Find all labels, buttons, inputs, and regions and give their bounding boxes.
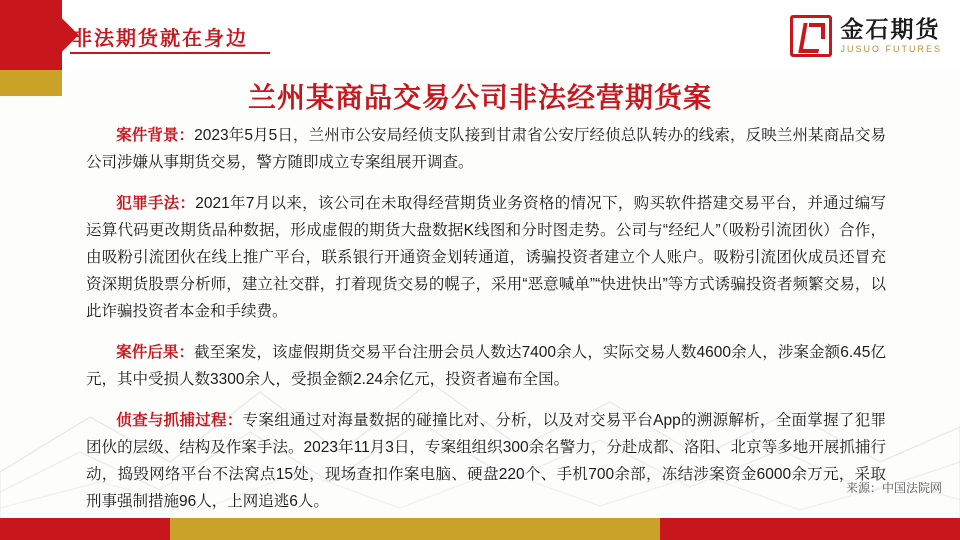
logo-name-cn: 金石期货 <box>840 16 941 42</box>
page-title: 兰州某商品交易公司非法经营期货案 <box>247 82 712 113</box>
logo-name-en: JUSUO FUTURES <box>840 44 942 54</box>
footer-segment-red-right <box>660 518 960 540</box>
paragraph <box>86 190 886 325</box>
paragraph-text: 截至案发，该虚假期货交易平台注册会员人数达7400余人，实际交易人数4600余人，涉案金额6.45亿元，其中受损人数3300余人，受损金额2.24余亿元，投资者遍布全国。 <box>86 344 886 388</box>
article-body <box>86 122 886 529</box>
paragraph-lead: 犯罪手法： <box>116 195 196 212</box>
paragraph-text: 专案组通过对海量数据的碰撞比对、分析，以及对交易平台App的溯源解析，全面掌握了犯罪团伙的层级、结构及作案手法。2023年11月3日，专案组组织300余名警力，分赴成都、洛阳、北京等多地开展抓捕行动，捣毁网络平台不法窝点15处，现场查扣作案电脑、硬盘220个、手机700余部，冻结涉案资金6000余万元，采取刑事强制措施96人，上网追逃6人。 <box>86 412 886 510</box>
paragraph <box>86 339 886 393</box>
footer-bar <box>0 518 960 540</box>
paragraph <box>86 122 886 176</box>
brand-logo <box>790 14 942 58</box>
source-label: 来源：中国法院网 <box>845 481 942 495</box>
banner-title: 非法期货就在身边 <box>72 28 248 50</box>
paragraph-text: 2023年5月5日，兰州市公安局经侦支队接到甘肃省公安厅经侦总队转办的线索，反映兰州某商品交易公司涉嫌从事期货交易，警方随即成立专案组展开调查。 <box>86 127 886 171</box>
banner-underline <box>70 52 270 54</box>
paragraph-lead: 案件背景： <box>116 127 195 144</box>
paragraph <box>86 407 886 515</box>
logo-text <box>840 18 942 54</box>
footer-segment-red-left <box>0 518 170 540</box>
paragraph-text: 2021年7月以来，该公司在未取得经营期货业务资格的情况下，购买软件搭建交易平台，并通过编写运算代码更改期货品种数据，形成虚假的期货大盘数据K线图和分时图走势。公司与“经纪人”（吸粉引流团伙）合作，由吸粉引流团伙在线上推广平台，联系银行开通资金划转通道，诱骗投资者建立个人账户。吸粉引流团伙成员还冒充资深期货股票分析师，建立社交群，打着现货交易的幌子，采用“恶意喊单”“快进快出”等方式诱骗投资者频繁交易，以此诈骗投资者本金和手续费。 <box>86 195 886 320</box>
logo-mark-icon <box>790 15 832 57</box>
paragraph-lead: 案件后果： <box>116 344 195 361</box>
header-bar <box>0 0 960 70</box>
paragraph-lead: 侦查与抓捕过程： <box>116 412 243 429</box>
footer-segment-gold <box>170 518 660 540</box>
